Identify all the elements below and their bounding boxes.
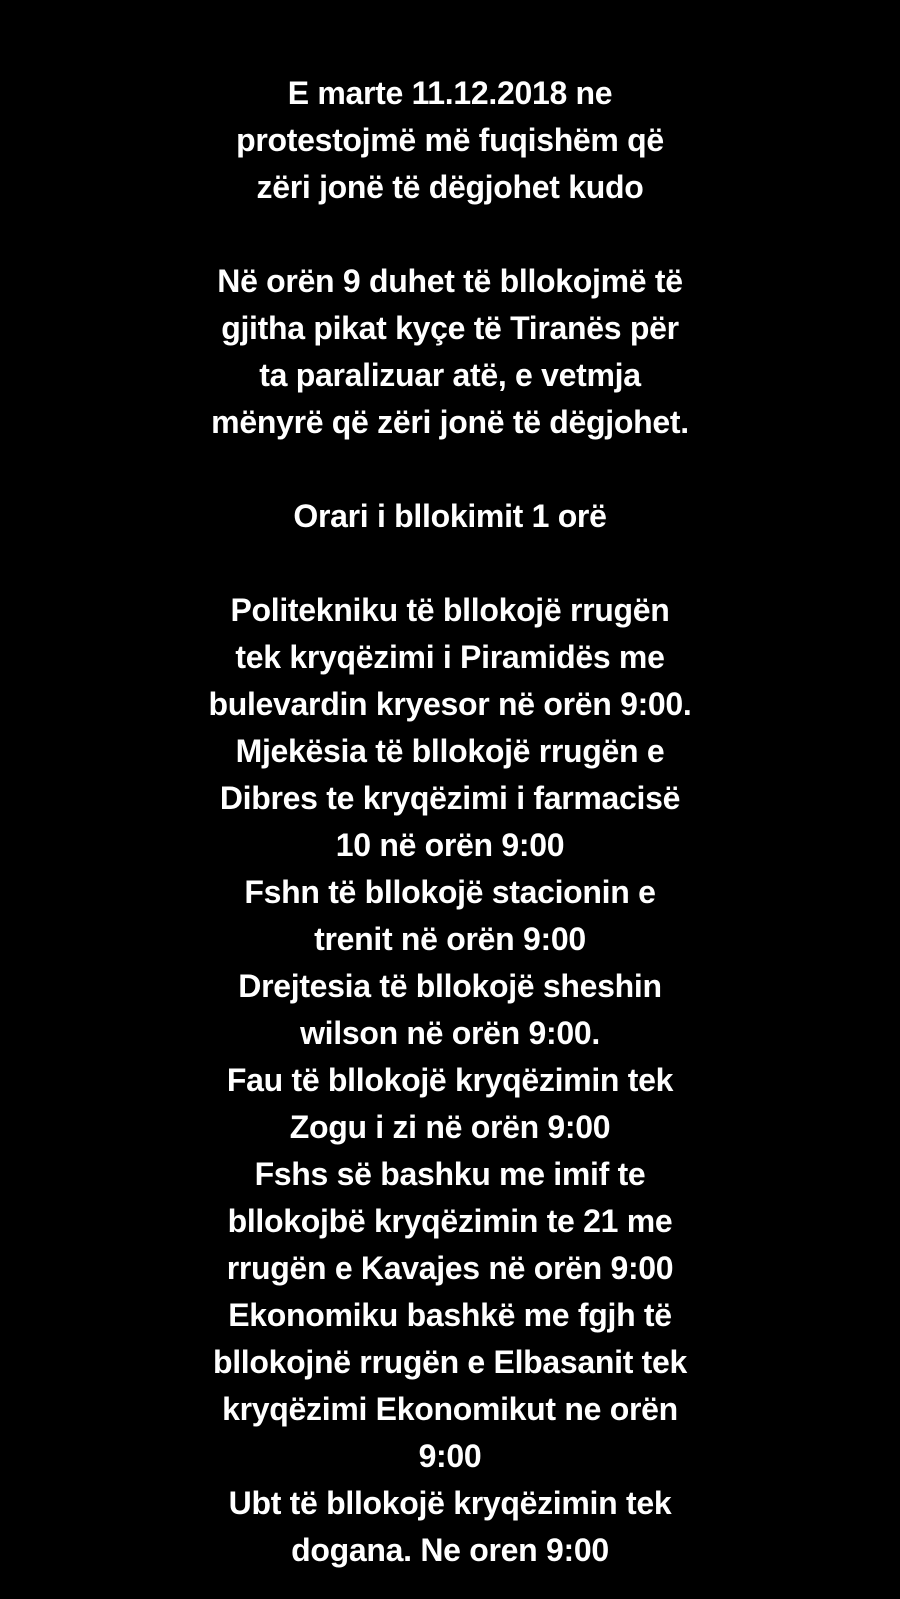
schedule-title: Orari i bllokimit 1 orë — [293, 498, 607, 534]
plan-line: mënyrë që zëri jonë të dëgjohet. — [211, 404, 689, 440]
assignment-line: Politekniku të bllokojë rrugën — [230, 592, 670, 628]
assignment-line: Fshn të bllokojë stacionin e — [244, 874, 656, 910]
assignment-line: Fshs së bashku me imif te — [254, 1156, 646, 1192]
assignment-line: Fau të bllokojë kryqëzimin tek — [226, 1062, 674, 1098]
assignment-line: bllokojbë kryqëzimin te 21 me — [227, 1203, 673, 1239]
paragraph-gap — [50, 446, 850, 493]
intro-line: protestojmë më fuqishëm që — [236, 122, 664, 158]
assignment-line: Dibres te kryqëzimi i farmacisë — [219, 780, 681, 816]
assignment-line: Zogu i zi në orën 9:00 — [289, 1109, 611, 1145]
assignment-line: tek kryqëzimi i Piramidës me — [235, 639, 665, 675]
assignment-line: rrugën e Kavajes në orën 9:00 — [226, 1250, 674, 1286]
paragraph-gap — [50, 211, 850, 258]
intro-line: zëri jonë të dëgjohet kudo — [256, 169, 644, 205]
plan-line: gjitha pikat kyçe të Tiranës për — [221, 310, 679, 346]
story-text-block — [50, 70, 850, 1574]
assignment-line: 9:00 — [418, 1438, 482, 1474]
assignment-line: Ekonomiku bashkë me fgjh të — [228, 1297, 672, 1333]
assignment-line: 10 në orën 9:00 — [335, 827, 565, 863]
assignment-line: Ubt të bllokojë kryqëzimin tek — [228, 1485, 672, 1521]
plan-line: Në orën 9 duhet të bllokojmë të — [217, 263, 683, 299]
assignment-line: dogana. Ne oren 9:00 — [291, 1532, 609, 1568]
plan-line: ta paralizuar atë, e vetmja — [259, 357, 641, 393]
intro-line: E marte 11.12.2018 ne — [287, 75, 613, 111]
assignment-line: bulevardin kryesor në orën 9:00. — [208, 686, 692, 722]
paragraph-gap — [50, 540, 850, 587]
assignment-line: wilson në orën 9:00. — [300, 1015, 600, 1051]
assignment-line: bllokojnë rrugën e Elbasanit tek — [212, 1344, 688, 1380]
assignment-line: kryqëzimi Ekonomikut ne orën — [222, 1391, 678, 1427]
assignment-line: Mjekësia të bllokojë rrugën e — [235, 733, 665, 769]
assignment-line: Drejtesia të bllokojë sheshin — [238, 968, 662, 1004]
assignment-line: trenit në orën 9:00 — [314, 921, 586, 957]
